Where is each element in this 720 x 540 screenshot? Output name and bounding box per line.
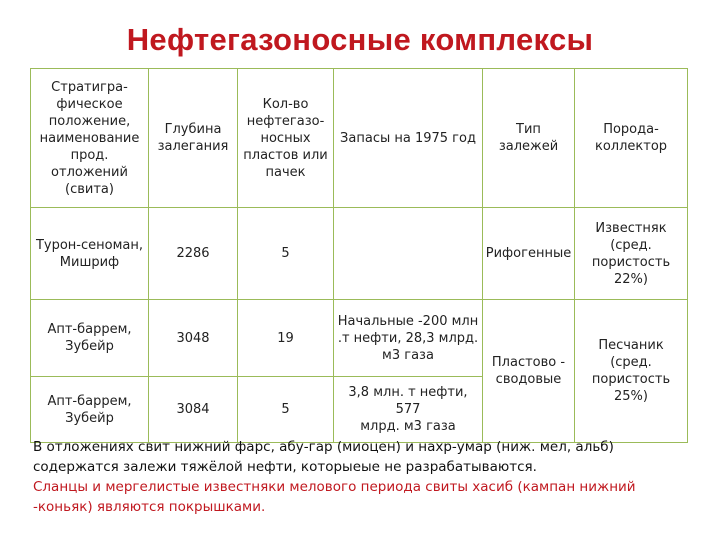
cell-layers: 5 bbox=[238, 208, 334, 300]
cell-reserves: 3,8 млн. т нефти, 577 млрд. м3 газа bbox=[334, 377, 483, 443]
header-depth: Глубина залегания bbox=[149, 69, 238, 208]
header-layers: Кол-во нефтегазо- носных пластов или пачек bbox=[238, 69, 334, 208]
cell-depth: 3048 bbox=[149, 300, 238, 377]
page-title: Нефтегазоносные комплексы bbox=[126, 22, 594, 57]
oil-gas-complexes-table bbox=[30, 68, 688, 443]
note-heavy-oil: В отложениях свит нижний фарс, абу-гар (миоцен) и нахр-умар (ниж. мел, альб) содержатся залежи тяжёлой нефти, которыеые не разрабатываются. bbox=[33, 439, 614, 475]
cell-stratigraphy: Апт-баррем, Зубейр bbox=[31, 300, 149, 377]
cell-layers: 19 bbox=[238, 300, 334, 377]
cell-depth: 2286 bbox=[149, 208, 238, 300]
cell-deposit-type-merged: Пластово - сводовые bbox=[483, 300, 575, 443]
cell-depth: 3084 bbox=[149, 377, 238, 443]
header-deposit-type: Тип залежей bbox=[483, 69, 575, 208]
table-row bbox=[31, 208, 688, 300]
cell-stratigraphy: Турон-сеноман, Мишриф bbox=[31, 208, 149, 300]
table-header-row bbox=[31, 69, 688, 208]
header-reservoir: Порода- коллектор bbox=[575, 69, 688, 208]
note-caprocks: Сланцы и мергелистые известняки мелового периода свиты хасиб (кампан нижний -коньяк) являются покрышками. bbox=[33, 479, 636, 515]
table-row bbox=[31, 300, 688, 377]
header-stratigraphy: Стратигра- фическое положение, наименование прод. отложений (свита) bbox=[31, 69, 149, 208]
cell-reservoir-merged: Песчаник (сред. пористость 25%) bbox=[575, 300, 688, 443]
header-reserves: Запасы на 1975 год bbox=[334, 69, 483, 208]
cell-reserves bbox=[334, 208, 483, 300]
cell-layers: 5 bbox=[238, 377, 334, 443]
cell-reservoir: Известняк (сред. пористость 22%) bbox=[575, 208, 688, 300]
cell-stratigraphy: Апт-баррем, Зубейр bbox=[31, 377, 149, 443]
notes bbox=[33, 437, 698, 517]
cell-deposit-type: Рифогенные bbox=[483, 208, 575, 300]
cell-reserves: Начальные -200 млн .т нефти, 28,3 млрд. м3 газа bbox=[334, 300, 483, 377]
